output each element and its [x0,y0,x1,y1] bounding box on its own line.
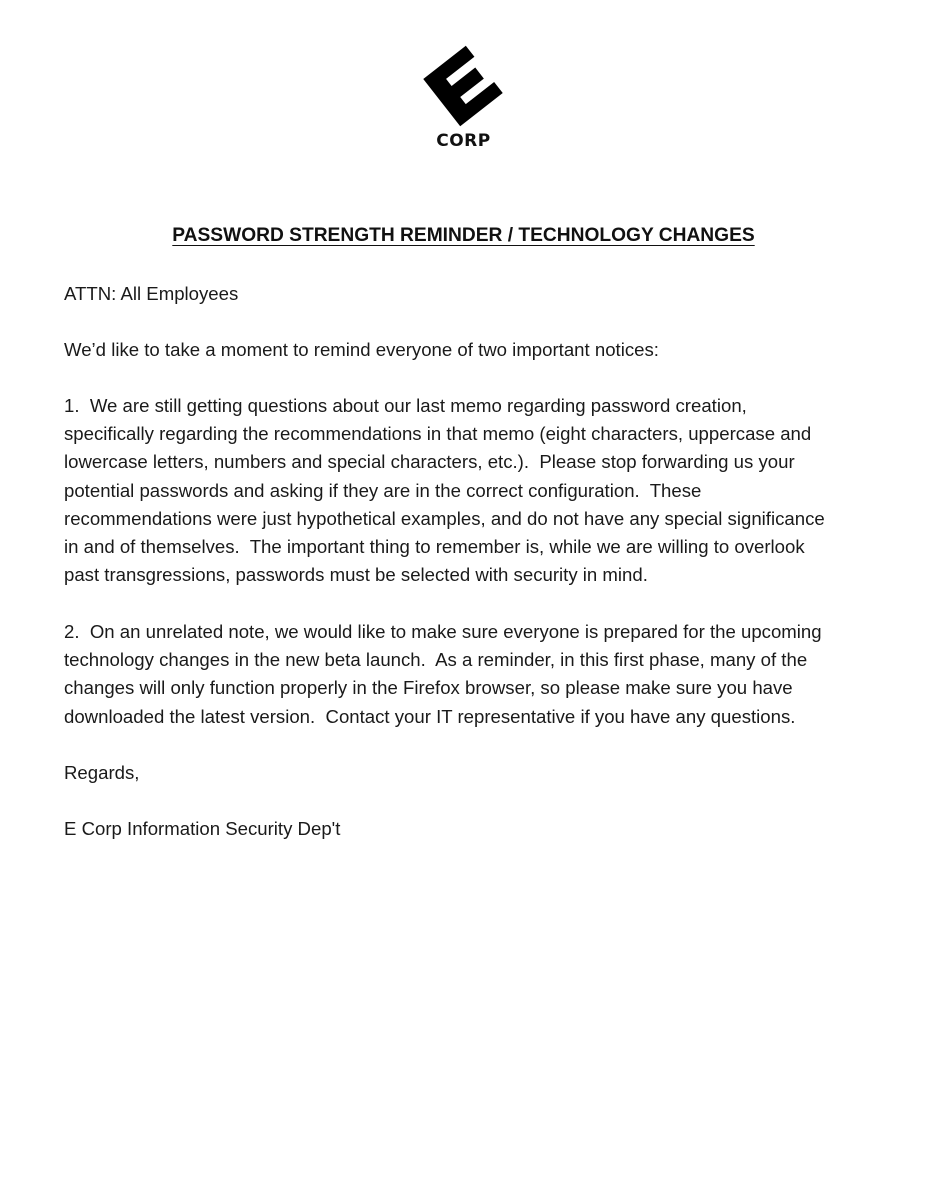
signature: E Corp Information Security Dep't [64,818,341,839]
paragraph-line: specifically regarding the recommendations in that memo (eight characters, uppercase and [64,423,812,445]
paragraph-line: technology changes in the new beta launch. As a reminder, in this first phase, many of the [64,649,808,671]
paragraph-line: 2. On an unrelated note, we would like to make sure everyone is prepared for the upcoming [64,621,822,642]
paragraph-line: changes will only function properly in the Firefox browser, so please make sure you have [64,677,793,699]
paragraph-line: in and of themselves. The important thing to remember is, while we are willing to overlook [64,536,805,558]
memo-title-text: PASSWORD STRENGTH REMINDER / TECHNOLOGY CHANGES [172,225,755,246]
intro-paragraph: We’d like to take a moment to remind everyone of two important notices: [64,339,659,360]
attn-line: ATTN: All Employees [64,283,239,304]
paragraph-line: downloaded the latest version. Contact your IT representative if you have any questions. [64,705,796,727]
ecorp-e-mark-icon [413,40,513,132]
logo-wordmark: CORP [436,131,491,151]
memo-title [0,225,927,247]
paragraph-line: potential passwords and asking if they are in the correct configuration. These [64,479,702,501]
notice-paragraph-2 [64,618,894,731]
paragraph-line: recommendations were just hypothetical examples, and do not have any special significance [64,507,825,529]
notice-paragraph-1 [64,392,894,589]
paragraph-line: 1. We are still getting questions about our last memo regarding password creation, [64,395,747,416]
paragraph-line: past transgressions, passwords must be selected with security in mind. [64,564,648,586]
closing: Regards, [64,762,140,783]
paragraph-line: lowercase letters, numbers and special characters, etc.). Please stop forwarding us your [64,451,795,473]
